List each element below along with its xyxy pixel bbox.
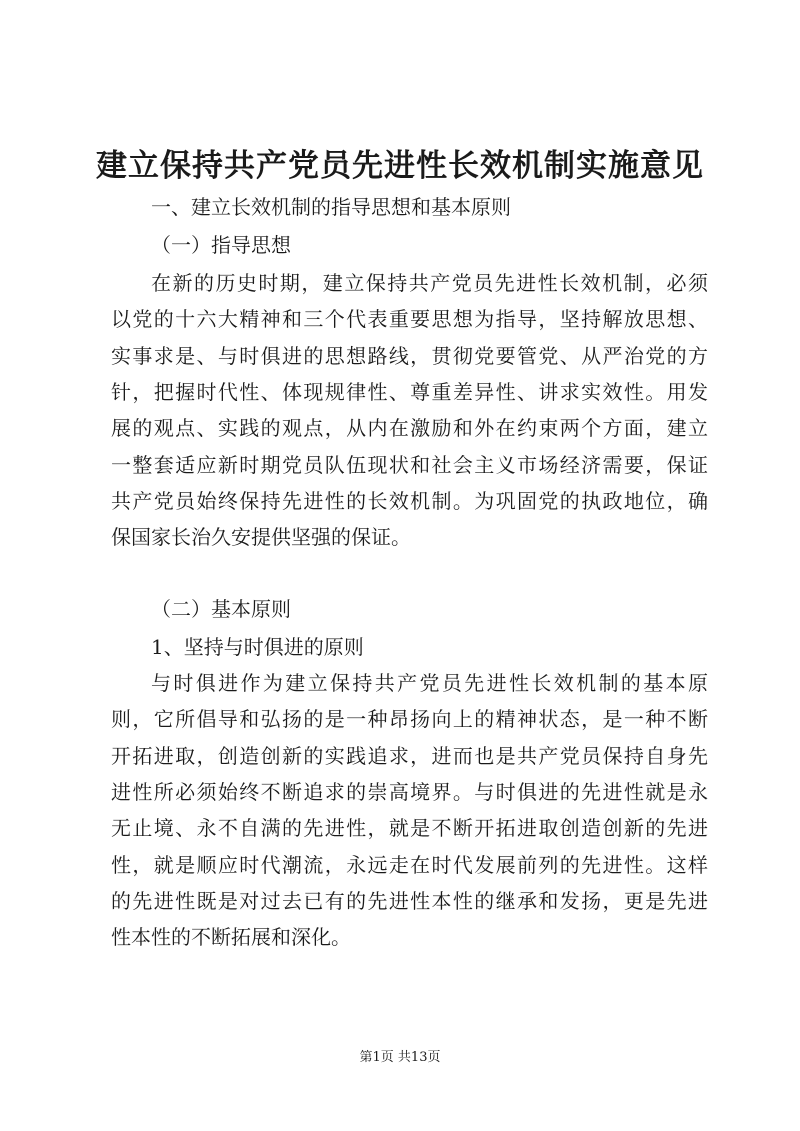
- text-line: 开拓进取，创造创新的实践追求，进而也是共产党员保持自身先: [111, 743, 708, 768]
- text-line: 性，就是顺应时代潮流，永远走在时代发展前列的先进性。这样: [111, 852, 708, 877]
- text-line: 以党的十六大精神和三个代表重要思想为指导，坚持解放思想、: [111, 307, 708, 332]
- text-line: 针，把握时代性、体现规律性、尊重差异性、讲求实效性。用发: [111, 379, 708, 404]
- text-line: 在新的历史时期，建立保持共产党员先进性长效机制，必须: [151, 271, 708, 295]
- text-line: 性本性的不断拓展和深化。: [111, 925, 351, 950]
- text-line: 实事求是、与时俱进的思想路线，贯彻党要管党、从严治党的方: [111, 343, 708, 368]
- text-line: 共产党员始终保持先进性的长效机制。为巩固党的执政地位，确: [111, 488, 708, 513]
- text-line: 一整套适应新时期党员队伍现状和社会主义市场经济需要，保证: [111, 452, 708, 477]
- text-line: 无止境、永不自满的先进性，就是不断开拓进取创造创新的先进: [111, 816, 708, 841]
- section-heading: 一、建立长效机制的指导思想和基本原则: [151, 195, 511, 219]
- item-heading: 1、坚持与时俱进的原则: [151, 635, 364, 659]
- text-line: 展的观点、实践的观点，从内在激励和外在约束两个方面，建立: [111, 416, 708, 441]
- page-footer: 第1页 共13页: [359, 1050, 441, 1065]
- text-line: 保国家长治久安提供坚强的保证。: [111, 525, 411, 550]
- text-line: 的先进性既是对过去已有的先进性本性的继承和发扬，更是先进: [111, 888, 708, 913]
- text-line: 进性所必须始终不断追求的崇高境界。与时俱进的先进性就是永: [111, 779, 708, 804]
- subsection-heading: （一）指导思想: [151, 233, 291, 257]
- subsection-heading: （二）基本原则: [151, 597, 291, 621]
- text-line: 则，它所倡导和弘扬的是一种昂扬向上的精神状态，是一种不断: [111, 707, 708, 732]
- text-line: 与时俱进作为建立保持共产党员先进性长效机制的基本原: [151, 671, 708, 695]
- document-title: 建立保持共产党员先进性长效机制实施意见: [96, 148, 704, 184]
